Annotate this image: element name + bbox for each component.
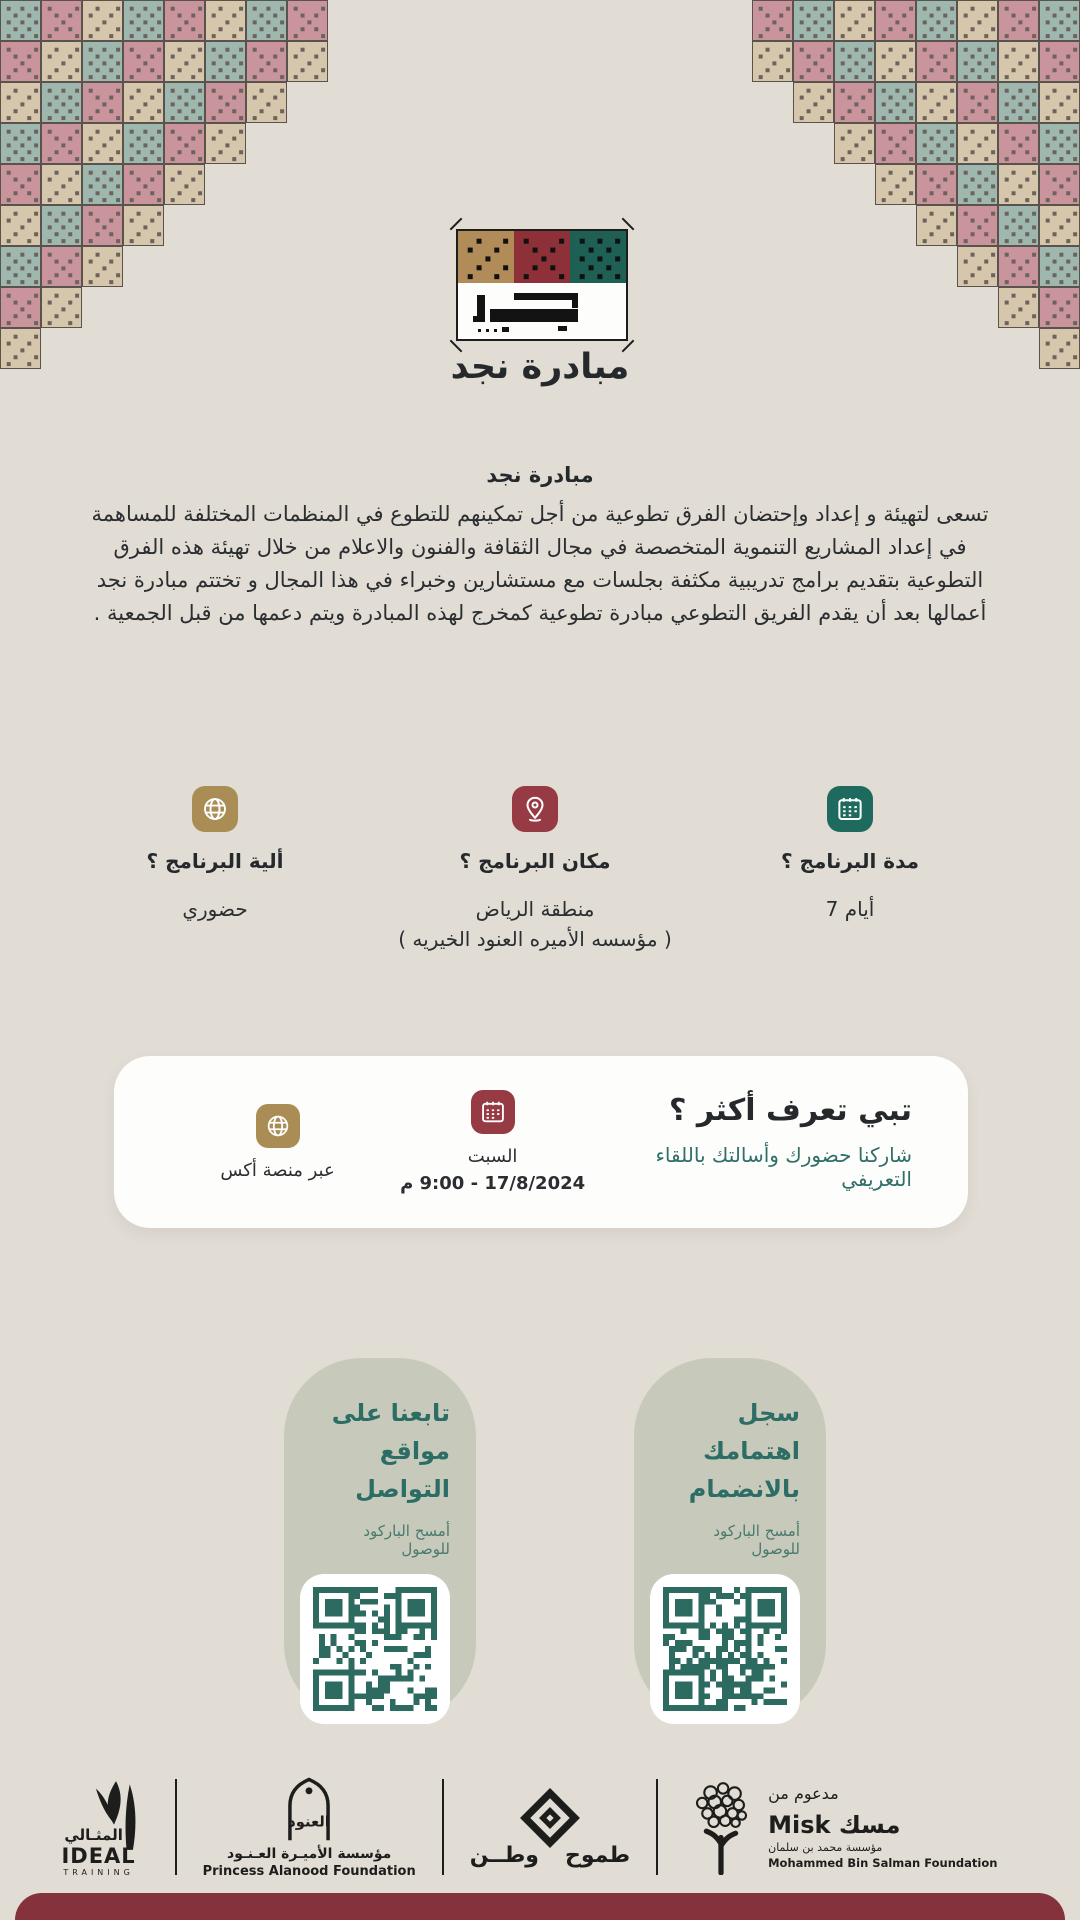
location-answer [398, 894, 671, 954]
sadu-tile [164, 164, 205, 205]
misk-text-block [768, 1784, 997, 1870]
title-line: التواصل [355, 1475, 450, 1503]
sadu-tile [82, 164, 123, 205]
globe-icon [192, 786, 238, 832]
follow-social-card [284, 1358, 476, 1722]
info-duration [680, 786, 1020, 924]
sadu-tile [875, 0, 916, 41]
bottom-accent-bar [15, 1893, 1065, 1920]
sadu-tile [246, 82, 287, 123]
sadu-tile [998, 287, 1039, 328]
know-more-text [600, 1093, 912, 1191]
page-title: مبادرة نجد [450, 347, 630, 387]
sadu-tile [1039, 164, 1080, 205]
alanood-arch-icon [283, 1776, 335, 1842]
sadu-tile [246, 41, 287, 82]
sadu-tile [998, 41, 1039, 82]
watan-name [470, 1843, 630, 1868]
sadu-tile [41, 123, 82, 164]
sadu-tile [41, 0, 82, 41]
sadu-tile [0, 82, 41, 123]
sadu-tile [123, 41, 164, 82]
sadu-tile [916, 205, 957, 246]
sadu-tile [998, 205, 1039, 246]
logo-pattern-squares [458, 231, 626, 283]
partner-ideal-training [61, 1778, 149, 1877]
sadu-tile [957, 164, 998, 205]
know-more-subtitle: شاركنا حضورك وأسالتك باللقاء التعريفي [655, 1143, 912, 1191]
social-card-title [310, 1394, 450, 1508]
sadu-tile [0, 164, 41, 205]
sadu-tile [82, 82, 123, 123]
sadu-tile [793, 0, 834, 41]
sadu-tile [998, 82, 1039, 123]
sadu-tile [164, 123, 205, 164]
footer-divider [442, 1779, 444, 1875]
watan-word2: طموح [564, 1842, 631, 1868]
ideal-name-ar: المثـالي [64, 1825, 123, 1844]
sadu-tile [123, 205, 164, 246]
partner-misk-foundation [684, 1779, 997, 1875]
footer-divider [656, 1779, 658, 1875]
najd-logo [456, 229, 628, 341]
sadu-tile [0, 246, 41, 287]
mode-answer: حضوري [182, 897, 248, 921]
mode-question: ألية البرنامج ؟ [146, 849, 284, 873]
logo-corner-tick [622, 218, 635, 231]
partner-alanood-foundation [203, 1776, 416, 1879]
scan-caption: أمسح الباركود للوصول [713, 1522, 800, 1558]
sadu-tile [957, 205, 998, 246]
sadu-tile [1039, 123, 1080, 164]
ideal-sub-en: TRAINING [63, 1867, 134, 1877]
sadu-tile [834, 82, 875, 123]
about-paragraph: تسعى لتهيئة و إعداد وإحتضان الفرق تطوعية من أجل تمكينهم للتطوع في المنظمات المختلفة للمساهمة في إعداد المشاريع التنموية المتخصصة في مجال الثقافة والفنون والاعلام من خلال تهيئة هذه الفرق التطوعية بتقديم برامج تدريبية مكثفة بجلسات مع مستشارين وخبراء في هذا المجال و تختتم مبادرة نجد أعمالها بعد أن يقدم الفريق التطوعي مبادرة تطوعية كمخرج لهذه المبادرة ويتم دعمها من قبل الجمعية . [91, 502, 989, 625]
event-platform [170, 1104, 385, 1181]
event-date-time: 17/8/2024 - 9:00 م [400, 1173, 586, 1194]
sadu-tile [957, 0, 998, 41]
sadu-tile [998, 0, 1039, 41]
location-region: منطقة الرياض [475, 897, 595, 921]
title-line: اهتمامك [703, 1437, 800, 1465]
register-card-title [660, 1394, 800, 1508]
sadu-tile [0, 41, 41, 82]
title-line: تابعنا على [331, 1399, 450, 1427]
sadu-tile [1039, 41, 1080, 82]
sadu-tile [1039, 205, 1080, 246]
sadu-tile [205, 0, 246, 41]
sadu-tile [82, 246, 123, 287]
sadu-tile [82, 205, 123, 246]
sadu-tile [875, 41, 916, 82]
title-line: سجل [737, 1399, 800, 1427]
sadu-tile [164, 0, 205, 41]
sadu-tile [0, 205, 41, 246]
sadu-tile [123, 164, 164, 205]
najd-kufic-mark-icon [458, 283, 626, 337]
calendar-icon [471, 1090, 515, 1134]
sadu-tile [287, 0, 328, 41]
alanood-logo-text: العنود [288, 1812, 331, 1830]
sadu-tile [205, 123, 246, 164]
sadu-tile [41, 41, 82, 82]
sadu-tile [41, 205, 82, 246]
sadu-tile [1039, 246, 1080, 287]
sadu-tile [957, 82, 998, 123]
sadu-tile [916, 41, 957, 82]
supported-by-label: مدعوم من [768, 1784, 839, 1803]
sadu-tile [875, 82, 916, 123]
sadu-tile [752, 41, 793, 82]
sadu-tile [41, 164, 82, 205]
logo-corner-tick [450, 218, 463, 231]
sadu-tile [1039, 287, 1080, 328]
duration-question: مدة البرنامج ؟ [780, 849, 920, 873]
sadu-tile [0, 123, 41, 164]
sadu-tile [123, 123, 164, 164]
sadu-tile [41, 246, 82, 287]
sadu-tile [834, 0, 875, 41]
sadu-tile [957, 41, 998, 82]
sadu-tile [123, 82, 164, 123]
sadu-tile [834, 41, 875, 82]
sadu-tile [205, 82, 246, 123]
duration-answer: 7 أيام [825, 897, 875, 921]
about-heading: مبادرة نجد [486, 463, 594, 487]
sadu-pattern-top-left [0, 0, 340, 380]
watan-word1: وطــن [469, 1842, 539, 1868]
sadu-tile [0, 0, 41, 41]
info-mode [45, 786, 385, 924]
logo-square-teal-icon [570, 231, 626, 283]
partner-watan-tumooh [470, 1787, 630, 1868]
event-day: السبت [467, 1146, 518, 1167]
sadu-tile [957, 246, 998, 287]
sadu-tile [287, 41, 328, 82]
sadu-tile [834, 123, 875, 164]
sadu-tile [998, 164, 1039, 205]
logo-square-red-icon [514, 231, 570, 283]
misk-name: مسك Misk [768, 1811, 901, 1839]
alanood-name-en: Princess Alanood Foundation [202, 1863, 416, 1879]
sadu-tile [123, 0, 164, 41]
location-question: مكان البرنامج ؟ [459, 849, 611, 873]
footer-divider [175, 1779, 177, 1875]
misk-sub-en: Mohammed Bin Salman Foundation [768, 1856, 998, 1870]
sadu-tile [793, 41, 834, 82]
sadu-tile [916, 164, 957, 205]
sadu-tile [246, 0, 287, 41]
scan-caption: أمسح الباركود للوصول [363, 1522, 450, 1558]
sadu-tile [0, 287, 41, 328]
sadu-tile [875, 164, 916, 205]
misk-tree-icon [684, 1779, 758, 1875]
sadu-tile [82, 0, 123, 41]
qr-code-register [650, 1574, 800, 1724]
sadu-tile [164, 41, 205, 82]
sadu-tile [998, 123, 1039, 164]
logo-square-tan-icon [458, 231, 514, 283]
sadu-tile [916, 82, 957, 123]
sadu-tile [41, 287, 82, 328]
sadu-tile [82, 123, 123, 164]
sadu-tile [1039, 0, 1080, 41]
sadu-pattern-top-right [740, 0, 1080, 380]
sadu-tile [916, 123, 957, 164]
sadu-tile [205, 41, 246, 82]
sadu-tile [752, 0, 793, 41]
register-interest-card [634, 1358, 826, 1722]
misk-sub-ar: مؤسسة محمد بن سلمان [768, 1841, 883, 1854]
title-line: مواقع [379, 1437, 450, 1465]
sadu-tile [41, 82, 82, 123]
title-line: بالانضمام [688, 1475, 800, 1503]
location-pin-icon [512, 786, 558, 832]
sadu-tile [793, 82, 834, 123]
sadu-tile [875, 123, 916, 164]
sadu-tile [82, 41, 123, 82]
sadu-tile [916, 0, 957, 41]
platform-label: عبر منصة أكس [220, 1159, 335, 1181]
sadu-tile [957, 123, 998, 164]
sadu-tile [164, 82, 205, 123]
location-venue: ( مؤسسه الأميره العنود الخيريه ) [398, 927, 672, 951]
sadu-tile [1039, 82, 1080, 123]
alanood-name-ar: مؤسسة الأميـرة العـنـود [227, 1845, 392, 1862]
event-datetime [385, 1090, 600, 1194]
partner-logos-bar [0, 1772, 1080, 1882]
qr-code-social [300, 1574, 450, 1724]
globe-icon [256, 1104, 300, 1148]
know-more-title: تبي تعرف أكثر ؟ [669, 1093, 912, 1128]
ideal-name-en: IDEAL [61, 1843, 136, 1868]
know-more-card [114, 1056, 968, 1228]
watan-diamond-icon [519, 1787, 581, 1849]
info-location [365, 786, 705, 954]
sadu-tile [998, 246, 1039, 287]
calendar-icon [827, 786, 873, 832]
